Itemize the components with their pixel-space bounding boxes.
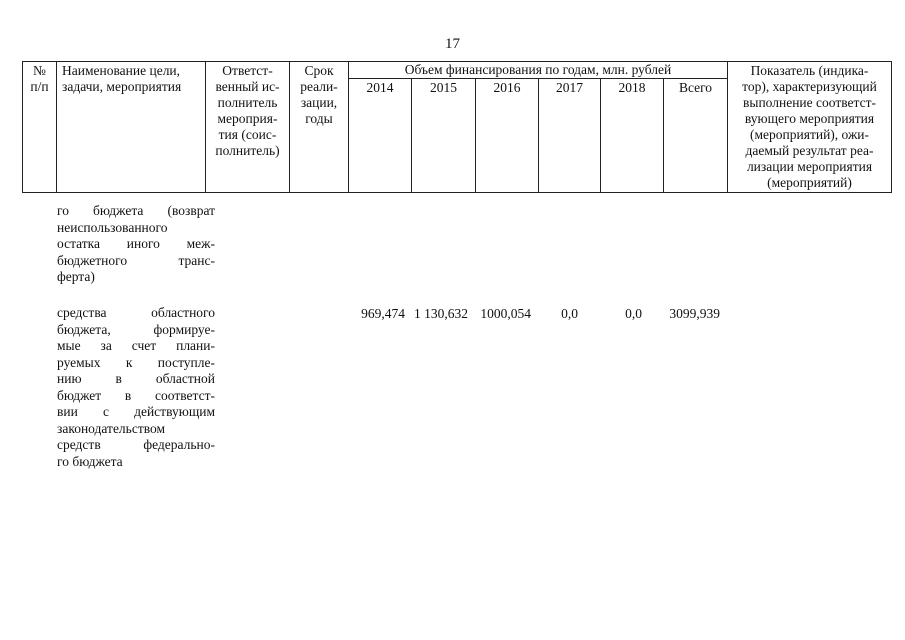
header-responsible: Ответст- венный ис- полнитель мероприя- тия (соис- полнитель) (206, 62, 290, 193)
header-name: Наименование цели, задачи, мероприятия (57, 62, 206, 193)
value-2015: 1 130,632 (414, 306, 468, 321)
header-year-2014: 2014 (349, 79, 412, 193)
value-total: 3099,939 (669, 306, 720, 321)
header-number: № п/п (23, 62, 57, 193)
value-2014: 969,474 (361, 306, 405, 321)
row-1-name: го бюджета (возврат неиспользованного остатка иного меж- бюджетного транс- ферта) (57, 203, 215, 284)
header-year-2015: 2015 (412, 79, 476, 193)
header-total: Всего (664, 79, 728, 193)
value-2017: 0,0 (561, 306, 578, 321)
table-header (22, 61, 892, 193)
value-2018: 0,0 (625, 306, 642, 321)
header-year-2016: 2016 (476, 79, 539, 193)
value-2016: 1000,054 (480, 306, 531, 321)
header-indicator: Показатель (индика- тор), характеризующий выполнение соответст- вующего мероприятия (мероприятий), ожи- даемый результат реа- лизации мероприятия (мероприятий) (728, 62, 892, 193)
page-number: 17 (445, 36, 460, 52)
header-financing: Объем финансирования по годам, млн. рублей (349, 62, 728, 79)
header-year-2017: 2017 (539, 79, 601, 193)
row-2-name: средства областного бюджета, формируе- мые за счет плани- руемых к поступле- нию в областной бюджет в соответст- вии с действующим законодательством средств федерально- го бюджета (57, 305, 215, 469)
header-term: Срок реали- зации, годы (290, 62, 349, 193)
header-year-2018: 2018 (601, 79, 664, 193)
